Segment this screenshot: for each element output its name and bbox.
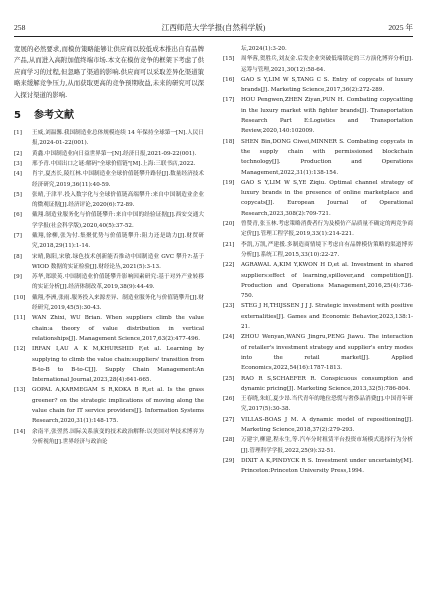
reference-text: 曾赞青,张玉林.考虑策略消费者行为及模仿产品质量不确定的两竞争商定价[J].管理工程学报,2019,33(1):214-221. [241, 221, 413, 238]
reference-item [223, 178, 413, 219]
reference-item [223, 415, 413, 436]
reference-text: GOPAL A,KARMEGAM S R,KOKA B R,et al. Is the grass greener? on the strategic implications of moving along the value chain for IT service providers[J]. Information Systems Research,2020,31(1):148-175. [32, 387, 204, 425]
reference-text: HOU Pengwen,ZHEN Ziyan,PUN H. Combating copycatting in the luxury market with fighter brands[J]. Transportation Research Part E:Logistics and Transportation Review,2020,140:102009. [241, 97, 413, 135]
reference-number: [16] [223, 76, 235, 83]
reference-text: AGRAWAL A,KIM Y,KWON H D,et al. Investment in shared suppliers:effect of learning,spillover,and competition[J]. Production and Operations Management,2016,25(4):736-750. [241, 262, 413, 300]
right-column [223, 44, 413, 476]
reference-number: [1] [14, 130, 22, 137]
running-header [14, 22, 413, 34]
section-number: 5 [14, 110, 21, 122]
reference-item [14, 385, 204, 426]
section-heading [14, 109, 204, 123]
reference-text: 周华蓉,贺胜兵,刘友金.后发企业突破低端锁定的三方演化博弈分析[J].运筹与管理,2021,30(12):58-64. [241, 56, 413, 73]
reference-number: [3] [14, 160, 22, 167]
reference-number: [18] [223, 138, 235, 145]
reference-continuation: 坛,2024(1):3-20. [241, 46, 287, 52]
reference-number: [22] [223, 262, 235, 269]
reference-text: 余南平,张翌然.国际关系演变的技术政治解释:以美国对华技术博弈为分析视角[J].世界经济与政治论 [32, 428, 204, 445]
section-title: 参考文献 [34, 110, 74, 122]
reference-item [223, 260, 413, 301]
reference-list-right [223, 44, 413, 476]
reference-item [223, 75, 413, 96]
reference-number: [27] [223, 416, 235, 423]
reference-item [223, 456, 413, 477]
reference-number: [25] [223, 375, 235, 382]
reference-number: [11] [14, 315, 26, 322]
reference-number: [14] [14, 428, 26, 435]
reference-number: [17] [223, 97, 235, 104]
reference-item [223, 374, 413, 395]
reference-text: WAN Zhixi, WU Brian. When suppliers climb the value chain:a theory of value distribution in vertical relationships[J]. Management Science,2017,63(2):477-496. [32, 315, 204, 342]
reference-item [223, 332, 413, 373]
reference-number: [9] [14, 274, 22, 281]
reference-text: STEG J H,THIJSSEN J J J. Strategic investment with positive externalities[J]. Games and Economic Behavior,2023,138:1-21. [241, 303, 413, 331]
reference-item [223, 95, 413, 136]
reference-text: 苏华,郑联英.中国制造业价值链攀升影响因素研究:基于对外产业转移的实证分析[J].经济体制改革,2019,38(9):44-49. [32, 274, 204, 291]
reference-number: [6] [14, 212, 22, 219]
reference-text: 万建宇,柳建,程永生,等.汽车分时租赁平台投资市场模式选择行为分析[J].管理科学学报,2022,25(9):32-51. [241, 437, 413, 454]
reference-item [14, 293, 204, 314]
reference-item [14, 210, 204, 231]
reference-number: [15] [223, 56, 235, 63]
reference-text: DIXIT A K,PINDYCK R S. Investment under uncertainty[M]. Princeton:Princeton University Press,1994. [241, 457, 413, 475]
publication-year: 2025 年 [388, 23, 413, 32]
reference-text: 黄鑫.中国制造业向日益世界第一[N].经济日报,2021-09-22(001). [32, 150, 197, 157]
reference-text: 宋晴,陈阳,宋敏.绿色技术创新能否推动中国制造业 GVC 攀升?:基于 WIOD 数据的实证检验[J].财经论丛,2021(5):3-13. [32, 253, 204, 270]
reference-item [223, 394, 413, 415]
journal-title: 江西师范大学学报(自然科学版) [161, 23, 266, 32]
reference-text: 肖宇,夏杰长,陵红林.中国制造业全球价值链攀升路径[J].数量经济技术经济研究,2019,36(11):40-59. [32, 171, 204, 188]
reference-text: 戴翔,徐柳,张为付.集聚优势与价值链攀升:阻力还是助力[J].财贸研究,2018,29(11):1-14. [32, 233, 204, 250]
reference-item [14, 159, 204, 169]
reference-text: IRFAN I,AU A K M,KHURSHID F,et al. Learning by supplying to climb the value chain:suppliers' transition from B-to-B to B-to-C[J]. Supply Chain Management:An International Journal,2023,28(4):641-665. [32, 346, 204, 384]
reference-text: RAO R S,SCHAEFER R. Conspicuous consumption and dynamic pricing[J]. Marketing Science,2013,32(5):786-804. [241, 375, 413, 392]
reference-text: ZHOU Wenyan,WANG Jingru,PENG Jiawu. The interaction of retailer's investment strategy and supplier's entry modes into the retail market[J]. Applied Economics,2022,54(16):1787-1813. [241, 334, 413, 372]
reference-list-left [14, 128, 204, 447]
reference-number: [20] [223, 221, 235, 228]
reference-item [14, 427, 204, 448]
reference-text: 李凯,万凯,严建援.多制造商情境下考虑自有品牌模仿策略的渠道博弈分析[J].系统工程,2015,33(10):22-27. [241, 241, 413, 258]
reference-text: 王春晓,朱虹,夏少昂.当代青年的地位恐慌与奢侈品消费[J].中国青年研究,2017(5):30-38. [241, 396, 413, 413]
reference-number: [4] [14, 171, 22, 178]
reference-text: 戴翔.制造业服务化与价值链攀升:来自中国的经验证据[J].西安交通大学学报(社会科学版),2020,40(5):37-52. [32, 212, 204, 229]
reference-number: [21] [223, 241, 235, 248]
reference-item [14, 169, 204, 190]
reference-text: VILLAS-BOAS J M. A dynamic model of repositioning[J]. Marketing Science,2018,37(2):279-293. [241, 416, 413, 433]
reference-number: [26] [223, 396, 235, 403]
reference-item [223, 137, 413, 178]
reference-number: [10] [14, 294, 26, 301]
header-rule [14, 36, 413, 37]
reference-number: [28] [223, 437, 235, 444]
body-paragraph: 宽展的必然要求,而模仿策略能够让供应商以较低成本推出自有品牌产品,从而进入高附加值终端市场.本文在模仿竞争的框架下考虑了供应商学习的过程,但忽略了渠道的影响.供应商可以采取差异化渠道策略来缓解竞争压力,从而获取更高的竞争预期收益,未来的研究可以深入探讨渠道的影响. [14, 45, 204, 99]
reference-number: [13] [14, 387, 26, 394]
reference-item [14, 149, 204, 159]
reference-item [14, 344, 204, 385]
reference-item [14, 252, 204, 273]
reference-item [223, 435, 413, 456]
reference-number: [2] [14, 150, 22, 157]
reference-item [223, 301, 413, 332]
reference-item [14, 231, 204, 252]
reference-text: 戴翔,李洲,张雨.服务投入来源差异、制造业服务化与价值链攀升[J].财经研究,2019,45(5):30-43. [32, 294, 204, 312]
reference-item [223, 54, 413, 75]
reference-item [223, 219, 413, 240]
reference-text: GAO S Y,LIM W S,YE Ziqiu. Optimal channel strategy of luxury brands in the presence of online marketplace and copycats[J]. European Journal of Operational Research,2023,308(2):709-721. [241, 179, 413, 217]
reference-item [14, 190, 204, 211]
reference-number: [24] [223, 334, 235, 341]
reference-number: [29] [223, 457, 235, 464]
page-number: 258 [14, 23, 26, 32]
reference-number: [5] [14, 191, 22, 198]
reference-text: SHEN Bin,DONG Ciwei,MINNER S. Combating copycats in the supply chain with permissioned blockchain technology[J]. Production and Operations Management,2022,31(1):138-154. [241, 138, 413, 176]
reference-item [14, 128, 204, 149]
reference-text: 张晴,于津平.投入数字化与全球价值链高端攀升:来自中国制造业企业的微观证据[J].经济评论,2020(6):72-89. [32, 191, 204, 209]
reference-text: GAO S Y,LIM W S,TANG C S. Entry of copycats of luxury brands[J]. Marketing Science,2017,36(2):272-289. [241, 76, 413, 94]
reference-number: [19] [223, 179, 235, 186]
reference-number: [12] [14, 346, 26, 353]
reference-item [14, 313, 204, 344]
reference-item [14, 272, 204, 293]
left-column [14, 44, 204, 447]
reference-number: [23] [223, 303, 235, 310]
reference-item [223, 240, 413, 261]
reference-text: 邢予青.中国出口之谜:解码"全球价值链"[M].上海:三联书店,2022. [32, 160, 196, 167]
reference-number: [8] [14, 253, 22, 260]
reference-number: [7] [14, 233, 22, 239]
reference-text: 王威,刘温馨.我国制造业总体规模连续 14 年保持全球第一[N].人民日报,2024-01-22(001). [32, 130, 204, 147]
